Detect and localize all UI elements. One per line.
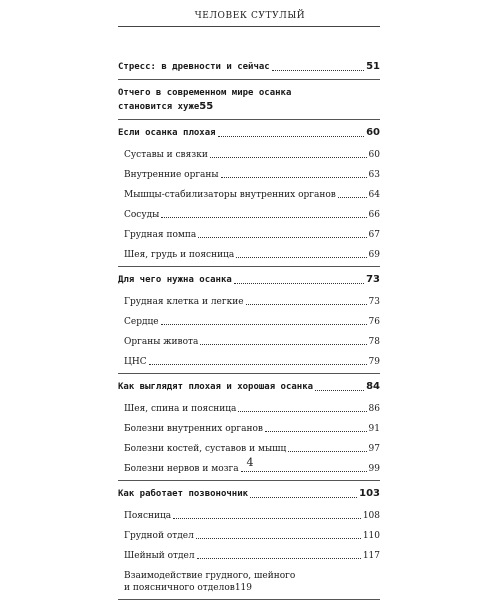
subentry-title-line2: и поясничного отделов	[124, 583, 235, 593]
toc-section	[118, 80, 380, 120]
chapter-page-number: 60	[366, 127, 380, 138]
subentry-page-number: 119	[234, 583, 253, 593]
toc-subentry[interactable]	[118, 550, 380, 562]
toc-subentry[interactable]	[118, 356, 380, 368]
subentry-title: Болезни костей, суставов и мышц	[124, 444, 287, 454]
chapter-title-line1: Отчего в современном мире осанка	[118, 88, 292, 98]
subentry-title: Болезни нервов и мозга	[124, 464, 239, 474]
dot-leader	[200, 344, 366, 345]
dot-leader	[272, 70, 364, 71]
dot-leader	[218, 136, 365, 137]
subentry-page-number: 97	[368, 444, 380, 454]
subentry-page-number: 110	[362, 531, 380, 541]
subentry-title: Мышцы-стабилизаторы внутренних органов	[124, 190, 336, 200]
chapter-title: Для чего нужна осанка	[118, 275, 232, 285]
page-number: 4	[246, 456, 254, 469]
toc-section	[118, 481, 380, 600]
subentry-page-number: 69	[368, 250, 380, 260]
toc-chapter-entry[interactable]	[118, 273, 380, 287]
subentry-page-number: 78	[368, 337, 380, 347]
subentry-page-number: 73	[368, 297, 380, 307]
chapter-title: Стресс: в древности и сейчас	[118, 62, 270, 72]
toc-subentry[interactable]	[118, 169, 380, 181]
toc-chapter-entry[interactable]	[118, 380, 380, 394]
subentry-page-number: 64	[368, 190, 380, 200]
chapter-title: Если осанка плохая	[118, 128, 216, 138]
chapter-page-number: 103	[359, 488, 380, 499]
toc-subentry[interactable]	[118, 189, 380, 201]
chapter-title-line2: становится хуже	[118, 102, 200, 112]
dot-leader	[197, 558, 361, 559]
subentry-title: Суставы и связки	[124, 150, 208, 160]
subentry-page-number: 91	[368, 424, 380, 434]
toc-subentry[interactable]	[118, 149, 380, 161]
toc-subentry[interactable]	[118, 316, 380, 328]
subentry-page-number: 67	[368, 230, 380, 240]
subentry-title: Внутренние органы	[124, 170, 219, 180]
toc-subentry[interactable]	[118, 296, 380, 308]
toc-chapter-entry[interactable]	[118, 60, 380, 74]
dot-leader	[234, 283, 364, 284]
toc-section	[118, 54, 380, 80]
subentry-title: Грудной отдел	[124, 531, 194, 541]
subentry-page-number: 79	[368, 357, 380, 367]
toc-subentry[interactable]	[118, 209, 380, 221]
toc-subentry[interactable]	[118, 530, 380, 542]
subentry-title: Шейный отдел	[124, 551, 195, 561]
toc-subentry[interactable]	[118, 443, 380, 455]
header-divider	[118, 26, 380, 27]
subentry-title: Болезни внутренних органов	[124, 424, 263, 434]
toc-section	[118, 120, 380, 267]
toc-subentry[interactable]	[118, 510, 380, 522]
subentry-title: Сосуды	[124, 210, 160, 220]
dot-leader	[288, 451, 366, 452]
toc-subentry[interactable]	[118, 229, 380, 241]
chapter-title: Как выглядят плохая и хорошая осанка	[118, 382, 314, 392]
dot-leader	[210, 157, 367, 158]
dot-leader	[238, 411, 366, 412]
subentry-page-number: 76	[368, 317, 380, 327]
subentry-title: Поясница	[124, 511, 172, 521]
toc-subentry[interactable]	[118, 570, 380, 594]
toc-subentry[interactable]	[118, 423, 380, 435]
chapter-page-number: 51	[366, 61, 380, 72]
running-head: ЧЕЛОВЕК СУТУЛЫЙ	[194, 11, 306, 21]
dot-leader	[241, 471, 367, 472]
dot-leader	[236, 257, 366, 258]
subentry-title: Сердце	[124, 317, 159, 327]
chapter-page-number: 55	[199, 101, 214, 112]
dot-leader	[250, 497, 357, 498]
toc-subentry[interactable]	[118, 403, 380, 415]
dot-leader	[198, 237, 366, 238]
toc-chapter-entry[interactable]	[118, 126, 380, 140]
subentry-page-number: 99	[368, 464, 380, 474]
subentry-title: Грудная клетка и легкие	[124, 297, 244, 307]
dot-leader	[315, 390, 364, 391]
dot-leader	[161, 217, 366, 218]
chapter-page-number: 84	[366, 381, 380, 392]
chapter-page-number: 73	[366, 274, 380, 285]
toc-subentry[interactable]	[118, 249, 380, 261]
subentry-title: Органы живота	[124, 337, 199, 347]
toc-subentry[interactable]	[118, 336, 380, 348]
toc-section	[118, 267, 380, 374]
dot-leader	[338, 197, 367, 198]
subentry-title: Грудная помпа	[124, 230, 197, 240]
dot-leader	[265, 431, 367, 432]
dot-leader	[149, 364, 367, 365]
dot-leader	[221, 177, 367, 178]
dot-leader	[246, 304, 367, 305]
toc-chapter-entry[interactable]	[118, 86, 380, 114]
table-of-contents	[118, 54, 380, 600]
subentry-page-number: 117	[362, 551, 380, 561]
chapter-title: Как работает позвоночник	[118, 489, 249, 499]
subentry-title-line1: Взаимодействие грудного, шейного	[124, 571, 296, 581]
subentry-page-number: 108	[362, 511, 380, 521]
dot-leader	[161, 324, 367, 325]
dot-leader	[173, 518, 361, 519]
subentry-page-number: 66	[368, 210, 380, 220]
subentry-title: ЦНС	[124, 357, 147, 367]
subentry-page-number: 63	[368, 170, 380, 180]
subentry-page-number: 86	[368, 404, 380, 414]
subentry-title: Шея, грудь и поясница	[124, 250, 235, 260]
subentry-page-number: 60	[368, 150, 380, 160]
toc-chapter-entry[interactable]	[118, 487, 380, 501]
subentry-title: Шея, спина и поясница	[124, 404, 237, 414]
dot-leader	[196, 538, 361, 539]
